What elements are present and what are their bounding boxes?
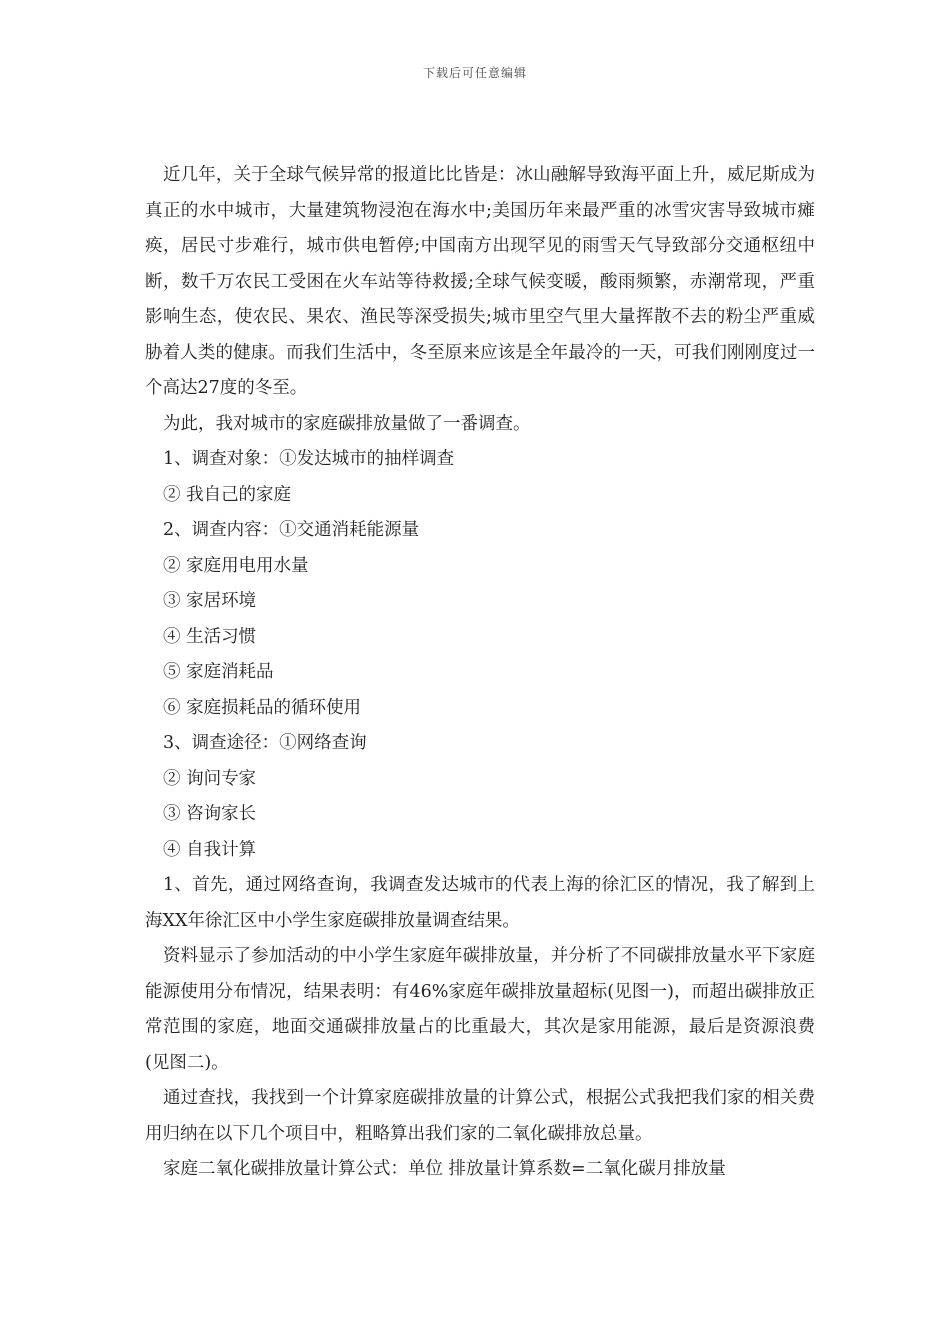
survey-item: ② 我自己的家庭 bbox=[163, 484, 292, 505]
survey-item: 2、调查内容：①交通消耗能源量 bbox=[163, 520, 420, 540]
survey-item: ③ 咨询家长 bbox=[163, 804, 257, 824]
survey-item: ⑤ 家庭消耗品 bbox=[163, 662, 274, 682]
survey-item: ③ 家居环境 bbox=[163, 591, 257, 611]
survey-item: 1、调查对象：①发达城市的抽样调查 bbox=[163, 449, 455, 469]
survey-item: 3、调查途径：①网络查询 bbox=[163, 733, 367, 753]
document-body bbox=[145, 158, 815, 1188]
survey-intro: 为此，我对城市的家庭碳排放量做了一番调查。 bbox=[163, 413, 531, 434]
page-header: 下载后可任意编辑 bbox=[422, 66, 527, 80]
findings-paragraph: 1、首先，通过网络查询，我调查发达城市的代表上海的徐汇区的情况，我了解到上海XX年徐汇区中小学生家庭碳排放量调查结果。 bbox=[145, 875, 815, 931]
survey-item: ④ 自我计算 bbox=[163, 839, 257, 860]
survey-item: ④ 生活习惯 bbox=[163, 626, 257, 647]
survey-item: ⑥ 家庭损耗品的循环使用 bbox=[163, 697, 362, 718]
formula-paragraph: 家庭二氧化碳排放量计算公式：单位 排放量计算系数=二氧化碳月排放量 bbox=[163, 1159, 726, 1179]
survey-item: ② 家庭用电用水量 bbox=[163, 555, 309, 576]
intro-paragraph: 近几年，关于全球气候异常的报道比比皆是：冰山融解导致海平面上升，威尼斯成为真正的水中城市，大量建筑物浸泡在海水中;美国历年来最严重的冰雪灾害导致城市瘫痪，居民寸步难行，城市供电暂停;中国南方出现罕见的雨雪天气导致部分交通枢纽中断，数千万农民工受困在火车站等待救援;全球气候变暖，酸雨频繁，赤潮常现，严重影响生态，使农民、果农、渔民等深受损失;城市里空气里大量挥散不去的粉尘严重威胁着人类的健康。而我们生活中，冬至原来应该是全年最冷的一天，可我们刚刚度过一个高达27度的冬至。 bbox=[145, 165, 815, 398]
findings-paragraph: 资料显示了参加活动的中小学生家庭年碳排放量，并分析了不同碳排放量水平下家庭能源使用分布情况，结果表明：有46%家庭年碳排放量超标(见图一)，而超出碳排放正常范围的家庭，地面交通碳排放量占的比重最大，其次是家用能源，最后是资源浪费(见图二)。 bbox=[145, 946, 815, 1073]
findings-paragraph: 通过查找，我找到一个计算家庭碳排放量的计算公式，根据公式我把我们家的相关费用归纳在以下几个项目中，粗略算出我们家的二氧化碳排放总量。 bbox=[145, 1088, 815, 1144]
survey-item: ② 询问专家 bbox=[163, 768, 257, 789]
